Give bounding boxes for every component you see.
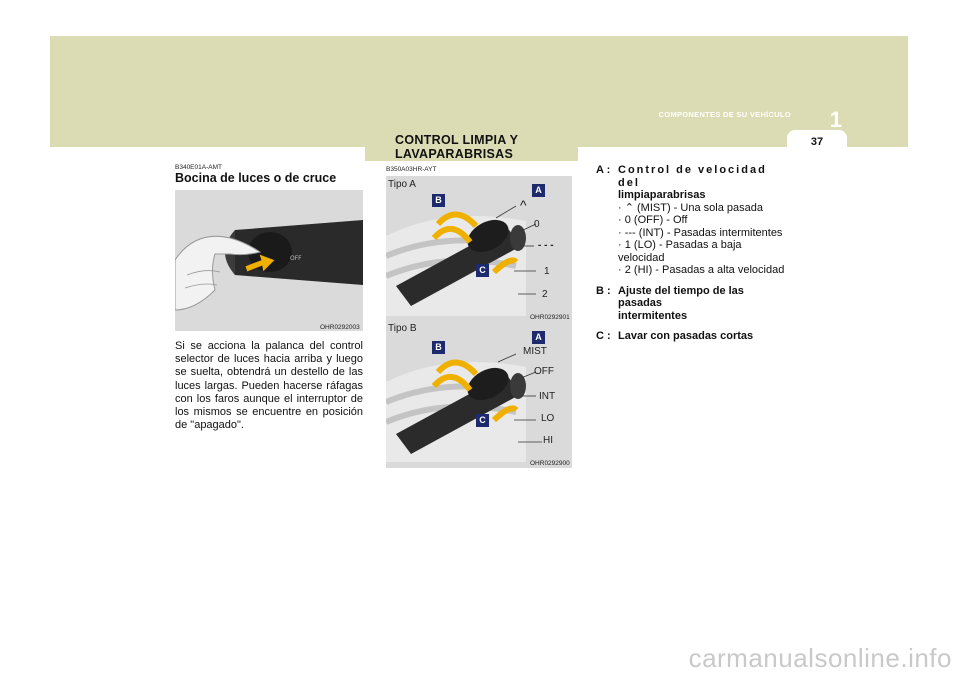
- tipo-a-pos-off: 0: [534, 219, 540, 230]
- tipo-b-marker-c: C: [476, 414, 489, 427]
- legend-a-item-int: --- (INT) - Pasadas intermitentes: [624, 226, 783, 239]
- legend-a-title-2: limpiaparabrisas: [618, 189, 706, 201]
- left-heading: Bocina de luces o de cruce: [175, 171, 337, 185]
- legend-a-key: A :: [596, 164, 611, 176]
- flash-lever-photo: [175, 190, 363, 331]
- tipo-b-marker-b: B: [432, 341, 445, 354]
- tipo-b-pos-off: OFF: [534, 366, 554, 377]
- legend-a-title: Control de velocidad del: [618, 164, 767, 189]
- watermark: carmanualsonline.info: [688, 643, 952, 673]
- tipo-b-pos-mist: MIST: [523, 346, 547, 357]
- section-title: CONTROL LIMPIA Y LAVAPARABRISAS: [395, 133, 519, 161]
- tipo-a-pos-mist: ^: [520, 197, 527, 213]
- legend-c-key: C :: [596, 330, 611, 342]
- tipo-a-pos-hi: 2: [542, 289, 548, 300]
- tipo-b-caption: OHR0292900: [530, 460, 570, 467]
- left-photo-caption: OHR0292003: [320, 324, 360, 331]
- chapter-title: COMPONENTES DE SU VEHÍCULO: [658, 110, 791, 119]
- tipo-b-pos-hi: HI: [543, 435, 553, 446]
- legend-b-title-2: intermitentes: [618, 309, 688, 322]
- legend-b-key: B :: [596, 284, 611, 297]
- tipo-a-marker-a: A: [532, 184, 545, 197]
- legend-a-item-lo: 1 (LO) - Pasadas a baja velocidad: [618, 239, 742, 264]
- svg-text:OFF: OFF: [290, 255, 302, 262]
- legend-c-title: Lavar con pasadas cortas: [618, 330, 754, 342]
- tipo-a-marker-c: C: [476, 264, 489, 277]
- legend-a-item-mist: (MIST) - Una sola pasada: [637, 201, 763, 214]
- tipo-b-marker-a: A: [532, 331, 545, 344]
- tipo-b-pos-lo: LO: [541, 413, 555, 424]
- tipo-b-pos-int: INT: [539, 391, 556, 402]
- page-number: 37: [810, 136, 824, 148]
- chapter-number: 1: [829, 107, 842, 132]
- tipo-b-label: Tipo B: [388, 323, 417, 334]
- left-section-code: B340E01A-AMT: [175, 164, 222, 171]
- tipo-a-pos-lo: 1: [544, 266, 550, 277]
- tipo-a-marker-b: B: [432, 194, 445, 207]
- legend-b-title: Ajuste del tiempo de las pasadas: [618, 284, 744, 309]
- legend-a-item-hi: 2 (HI) - Pasadas a alta velocidad: [624, 264, 785, 276]
- tipo-a-label: Tipo A: [388, 179, 416, 190]
- legend-a-item-off: 0 (OFF) - Off: [624, 214, 688, 226]
- center-section-code: B350A03HR-AYT: [386, 166, 437, 173]
- tipo-a-pos-int: - - -: [538, 240, 554, 251]
- wiper-legend: A : Control de velocidad del limpiaparabrisas · ⌃ (MIST) - Una sola pasada · 0 (OFF) - Off · --- (INT) - Pasadas intermitentes · 1 (LO) - Pasadas a baja velocidad · 2 (HI) - Pasadas a alta velocidad B : Ajuste del tiempo de las pasadas intermitentes C : Lavar con pasadas cortas: [596, 164, 785, 342]
- left-body-text: Si se acciona la palanca del control selector de luces hacia arriba y luego se suelta, obtendrá un destello de las luces largas. Pueden hacerse ráfagas con los faros aunque el interruptor de los mismos se encuentre en posición de "apagado".: [175, 340, 363, 432]
- tipo-a-caption: OHR0292901: [530, 314, 570, 321]
- mist-symbol-icon: ⌃: [624, 201, 634, 214]
